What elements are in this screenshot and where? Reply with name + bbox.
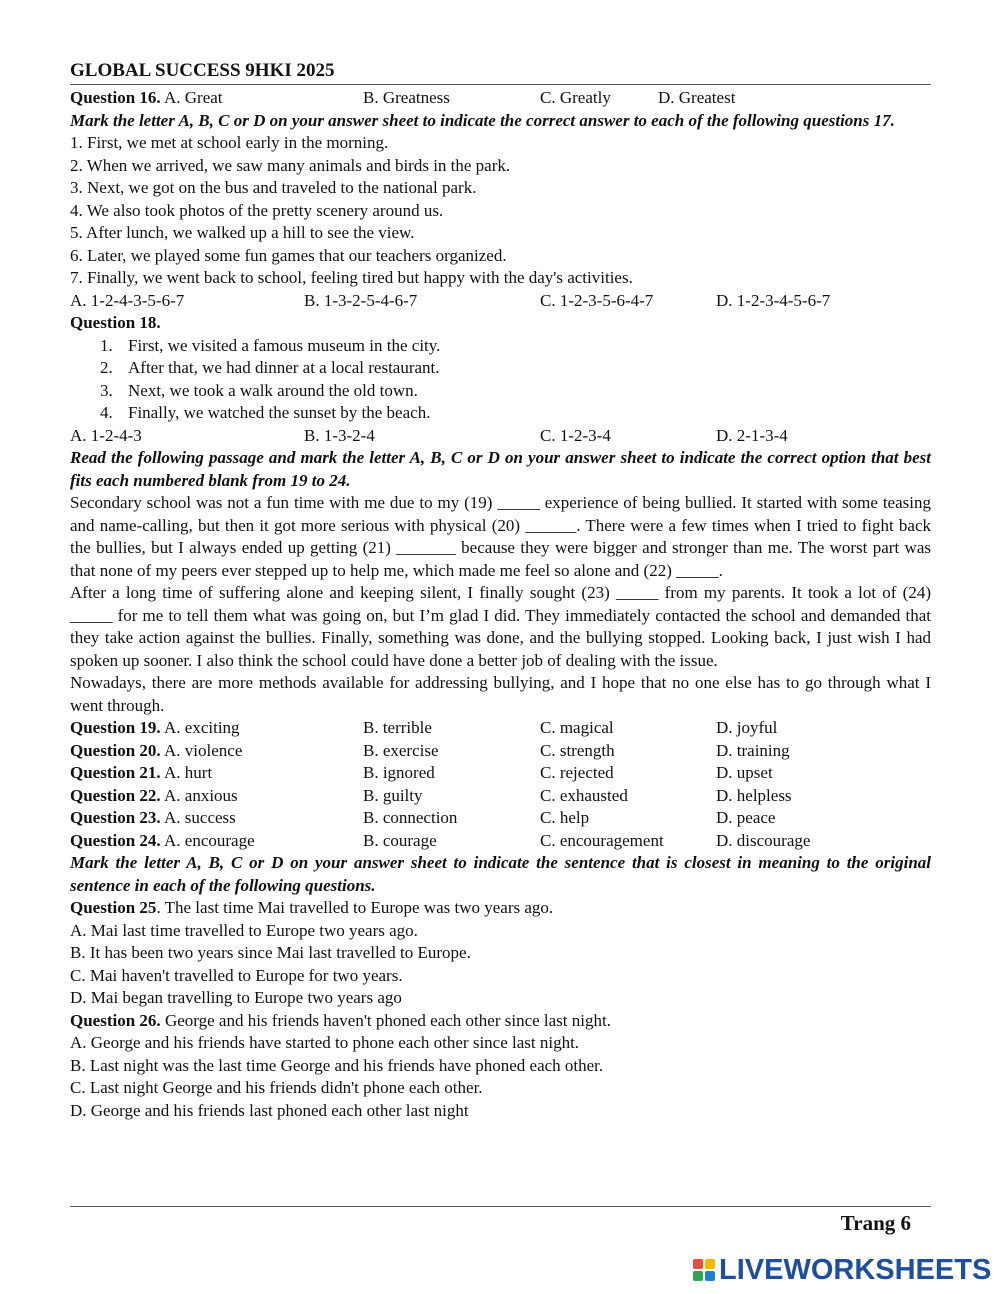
option-d[interactable]: D. 1-2-3-4-5-6-7 (716, 290, 831, 310)
option-a[interactable]: A. hurt (164, 763, 213, 782)
question-label: Question 20. (70, 740, 161, 760)
option-d[interactable]: D. training (716, 740, 790, 760)
option-a[interactable]: A. Great (164, 88, 223, 107)
question-label: Question 26. (70, 1010, 161, 1030)
instruction-17: Mark the letter A, B, C or D on your answer sheet to indicate the correct answer to each of the following questions 17. (70, 110, 895, 130)
option-c[interactable]: C. magical (540, 718, 614, 737)
instruction-19-24: Read the following passage and mark the letter A, B, C or D on your answer sheet to indicate the correct option that best fits each numbered blank from 19 to 24. (70, 448, 931, 490)
option-b[interactable]: B. courage (363, 830, 437, 850)
list-item: 4. Finally, we watched the sunset by the beach. (100, 403, 431, 422)
option-a[interactable]: A. encourage (164, 830, 255, 850)
option-c[interactable]: C. help (540, 808, 590, 827)
question-label: Question 25 (70, 898, 157, 917)
passage-paragraph-3: Nowadays, there are more methods available for addressing bullying, and I hope that no one else has to go through what I went through. (70, 673, 931, 715)
question-label: Question 24. (70, 830, 161, 850)
question-18-label: Question 18. (70, 313, 161, 332)
option-b[interactable]: B. connection (363, 808, 458, 827)
options-row (70, 425, 931, 448)
option-d[interactable]: D. upset (716, 763, 773, 782)
instruction-25-26: Mark the letter A, B, C or D on your answer sheet to indicate the sentence that is closest in meaning to the original sentence in each of the following questions. (70, 853, 931, 895)
option-b[interactable]: B. 1-3-2-4 (304, 425, 375, 445)
option-a[interactable]: A. exciting (164, 718, 240, 737)
question-label: Question 22. (70, 785, 161, 805)
option-c[interactable]: C. encouragement (540, 830, 664, 850)
liveworksheets-logo-icon (693, 1259, 715, 1281)
option-b[interactable]: B. Greatness (363, 88, 450, 107)
question-22 (70, 785, 931, 808)
option-d[interactable]: D. 2-1-3-4 (716, 425, 788, 445)
passage-paragraph-1: Secondary school was not a fun time with me due to my (19) _____ experience of being bullied. It started with some teasing and name-calling, but then it got more serious with physical (20) ______. There were a few times when I tried to fight back the bullies, but I always ended up getting (21) _______ because they were bigger and stronger than me. The worst part was that none of my peers ever stepped up to help me, which made me feel so alone and (22) _____. (70, 493, 931, 580)
option-d[interactable]: D. George and his friends last phoned each other last night (70, 1100, 469, 1120)
option-a[interactable]: A. Mai last time travelled to Europe two years ago. (70, 920, 418, 940)
option-c[interactable]: C. Last night George and his friends didn't phone each other. (70, 1078, 483, 1097)
question-19 (70, 717, 931, 740)
option-b[interactable]: B. ignored (363, 763, 435, 782)
list-item: 7. Finally, we went back to school, feeling tired but happy with the day's activities. (70, 268, 633, 287)
question-17 (70, 132, 931, 312)
list-item: 3. Next, we got on the bus and traveled to the national park. (70, 178, 477, 197)
option-d[interactable]: D. helpless (716, 785, 792, 805)
option-c[interactable]: C. rejected (540, 763, 614, 782)
list-item: 4. We also took photos of the pretty scenery around us. (70, 200, 444, 220)
liveworksheets-logo[interactable] (693, 1254, 991, 1286)
footer-divider (70, 1206, 931, 1207)
list-item: 2. After that, we had dinner at a local restaurant. (100, 358, 440, 377)
option-a[interactable]: A. success (164, 808, 236, 827)
list-item: 1. First, we met at school early in the morning. (70, 133, 389, 152)
option-c[interactable]: C. exhausted (540, 785, 628, 805)
question-label: Question 23. (70, 808, 161, 827)
document-page (70, 60, 931, 1122)
option-c[interactable]: C. Greatly (540, 88, 611, 107)
passage-paragraph-2: After a long time of suffering alone and keeping silent, I finally sought (23) _____ from my parents. It took a lot of (24) _____ for me to tell them what was going on, but I’m glad I did. They immediately contacted the school and demanded that they take action against the bullies. Finally, something was done, and the bullying stopped. Looking back, I just wish I had spoken up sooner. I also think the school could have done a better job of dealing with the issue. (70, 583, 931, 670)
option-d[interactable]: D. Greatest (658, 88, 736, 107)
list-item: 6. Later, we played some fun games that our teachers organized. (70, 245, 507, 265)
question-label: Question 16. (70, 88, 161, 107)
list-item: 5. After lunch, we walked up a hill to see the view. (70, 223, 415, 242)
list-item: 2. When we arrived, we saw many animals and birds in the park. (70, 155, 511, 175)
list-item: 1. First, we visited a famous museum in the city. (100, 335, 441, 355)
option-a[interactable]: A. 1-2-4-3-5-6-7 (70, 290, 185, 310)
list-item: 3. Next, we took a walk around the old town. (100, 380, 418, 400)
question-24 (70, 830, 931, 853)
option-a[interactable]: A. George and his friends have started to phone each other since last night. (70, 1033, 580, 1052)
option-b[interactable]: B. It has been two years since Mai last travelled to Europe. (70, 943, 471, 962)
question-21 (70, 762, 931, 785)
question-label: Question 19. (70, 718, 161, 737)
option-d[interactable]: D. joyful (716, 718, 778, 737)
page-header: GLOBAL SUCCESS 9HKI 2025 (70, 60, 931, 85)
option-b[interactable]: B. 1-3-2-5-4-6-7 (304, 290, 418, 310)
option-a[interactable]: A. 1-2-4-3 (70, 425, 142, 445)
option-c[interactable]: C. strength (540, 740, 615, 760)
option-d[interactable]: D. peace (716, 808, 776, 827)
question-label: Question 21. (70, 763, 161, 782)
option-d[interactable]: D. Mai began travelling to Europe two years ago (70, 988, 402, 1007)
question-25-stem: Question 25. The last time Mai travelled to Europe was two years ago. (70, 898, 554, 917)
option-b[interactable]: B. terrible (363, 718, 432, 737)
option-a[interactable]: A. violence (164, 740, 243, 760)
question-16 (70, 87, 931, 110)
question-18-list (70, 335, 931, 425)
option-a[interactable]: A. anxious (164, 785, 238, 805)
page-number: Trang 6 (840, 1211, 911, 1235)
question-26-stem: Question 26. George and his friends haven't phoned each other since last night. (70, 1010, 611, 1030)
brand-name: LIVEWORKSHEETS (719, 1253, 992, 1286)
question-23 (70, 807, 931, 830)
options-row (70, 290, 931, 313)
option-c[interactable]: C. 1-2-3-5-6-4-7 (540, 290, 654, 310)
option-b[interactable]: B. exercise (363, 740, 439, 760)
option-d[interactable]: D. discourage (716, 830, 811, 850)
option-b[interactable]: B. guilty (363, 785, 423, 805)
question-20 (70, 740, 931, 763)
option-c[interactable]: C. 1-2-3-4 (540, 425, 611, 445)
option-c[interactable]: C. Mai haven't travelled to Europe for two years. (70, 965, 403, 985)
option-b[interactable]: B. Last night was the last time George and his friends have phoned each other. (70, 1055, 604, 1075)
